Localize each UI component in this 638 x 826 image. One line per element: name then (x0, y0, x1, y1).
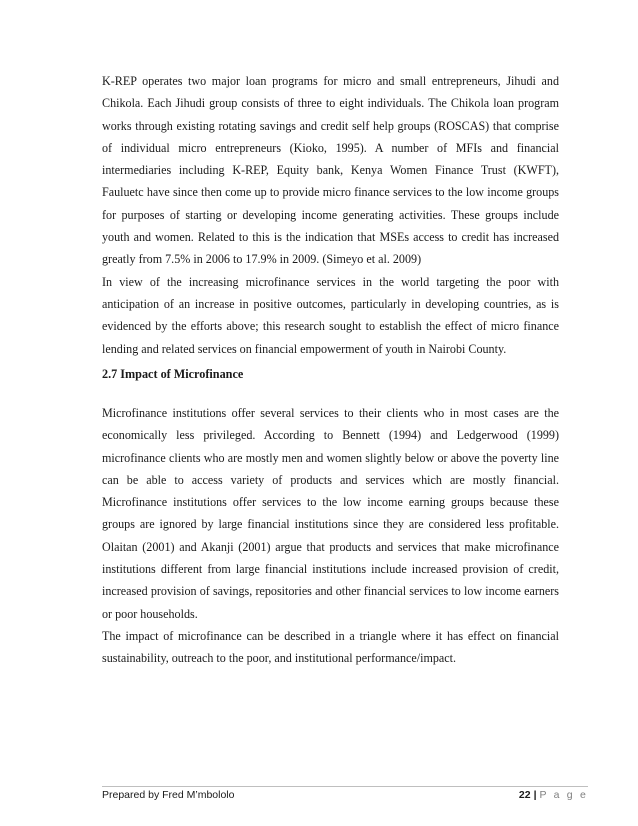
paragraph-impact-triangle: The impact of microfinance can be described in a triangle where it has effect on financial sustainability, outreach to the poor, and institutional performance/impact. (102, 628, 559, 666)
paragraph-mfi-services: Microfinance institutions offer several services to their clients who in most cases are the economically less privileged. According to Bennett (1994) and Ledgerwood (1999) microfinance clients who are mostly men and women slightly below or above the poverty line can be able to access variety of products and services which are mostly financial. Microfinance institutions offer services to the low income earning groups because these groups are ignored by large financial institutions since they are considered less profitable. Olaitan (2001) and Akanji (2001) argue that products and services that make microfinance institutions different from large financial institutions include increased provision of credit, increased provision of savings, repositories and other financial services to low income earners or poor households. (102, 406, 559, 621)
section-heading: 2.7 Impact of Microfinance (102, 367, 244, 381)
footer-divider (102, 786, 588, 787)
footer-page-info (519, 789, 588, 801)
paragraph-research-aim: In view of the increasing microfinance services in the world targeting the poor with anticipation of an increase in positive outcomes, particularly in developing countries, as is evidenced by the efforts above; this research sought to establish the effect of micro finance lending and related services on financial empowerment of youth in Nairobi County. (102, 274, 559, 356)
footer-author: Prepared by Fred M’mbololo (102, 789, 235, 801)
page-label: P a g e (539, 789, 588, 801)
page-number: 22 (518, 789, 531, 801)
page-separator: | (533, 789, 537, 801)
paragraph-kenya-mfis: K-REP operates two major loan programs for micro and small entrepreneurs, Jihudi and Chikola. Each Jihudi group consists of three to eight individuals. The Chikola loan program works through existing rotating savings and credit self help groups (ROSCAS) that comprise of individual micro entrepreneurs (Kioko, 1995). A number of MFIs and financial intermediaries including K-REP, Equity bank, Kenya Women Finance Trust (KWFT), Fauluetc have since then come up to provide micro finance services to the low income groups for purposes of starting or developing income generating activities. These groups include youth and women. Related to this is the indication that MSEs access to credit has increased greatly from 7.5% in 2006 to 17.9% in 2009. (Simeyo et al. 2009) (102, 74, 559, 267)
body-block-1 (102, 70, 559, 360)
body-block-2 (102, 402, 559, 670)
